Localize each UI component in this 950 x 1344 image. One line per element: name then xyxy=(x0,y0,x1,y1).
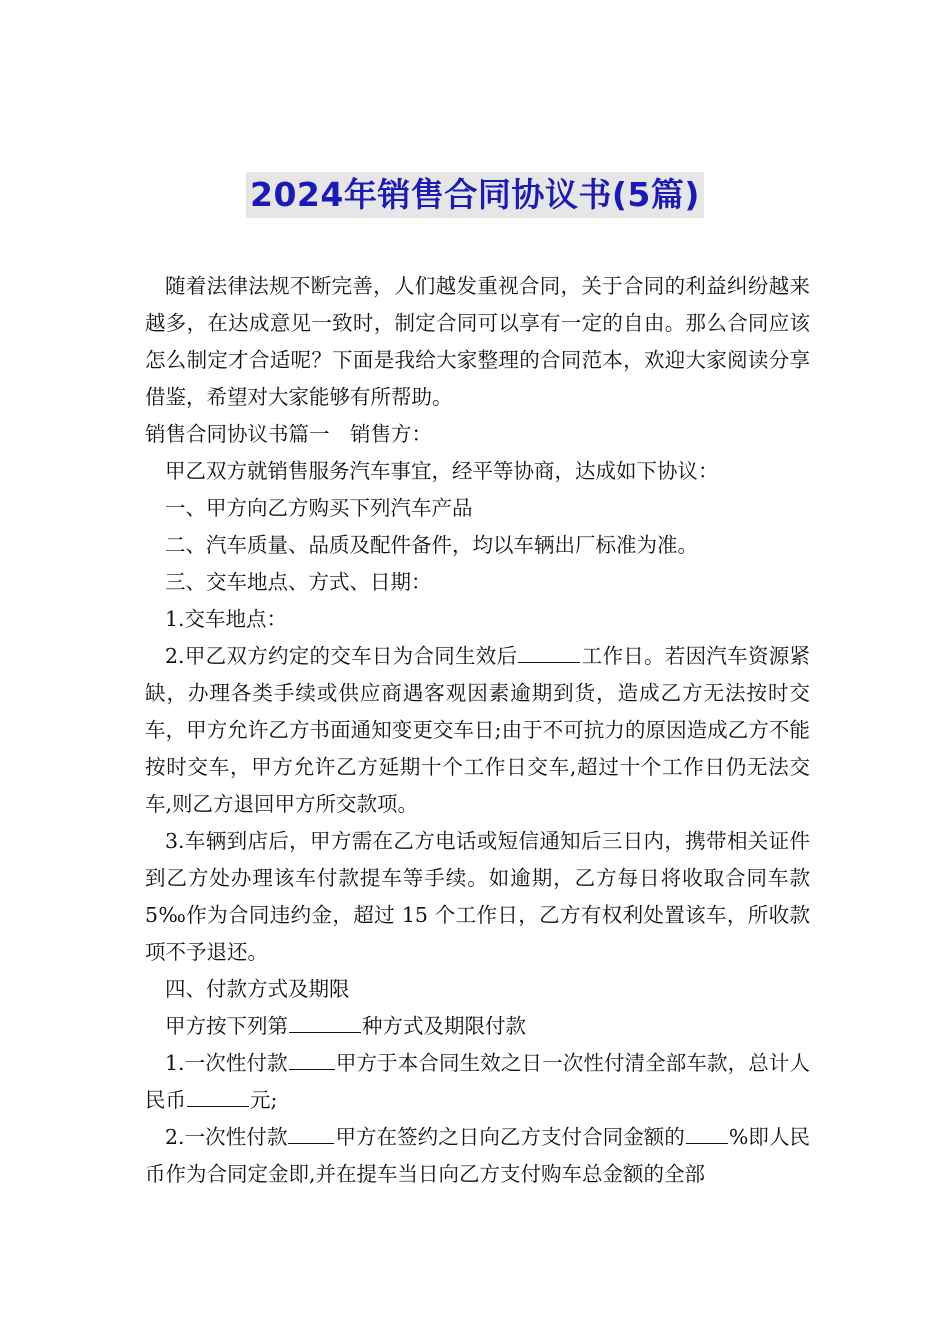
payment-method-text-b: 种方式及期限付款 xyxy=(362,1014,526,1038)
blank-line xyxy=(288,1142,334,1144)
delivery-date-text-b: 工作日。若因汽车资源紧缺，办理各类手续或供应商遇客观因素逾期到货，造成乙方无法按时交车，甲方允许乙方书面通知变更交车日;由于不可抗力的原因造成乙方不能按时交车，甲方允许乙方延期十个工作日交车,超过十个工作日仍无法交车,则乙方退回甲方所交款项。 xyxy=(145,644,811,816)
paragraph-clause-1: 一、甲方向乙方购买下列汽车产品 xyxy=(165,496,473,520)
paragraph-agreement: 甲乙双方就销售服务汽车事宜，经平等协商，达成如下协议： xyxy=(165,459,719,483)
paragraph-clause-3: 三、交车地点、方式、日期： xyxy=(165,570,432,594)
blank-line xyxy=(686,1142,728,1144)
title-container xyxy=(0,172,950,218)
option1-text-a: 1.一次性付款 xyxy=(165,1051,288,1075)
paragraph-pickup: 3.车辆到店后，甲方需在乙方电话或短信通知后三日内，携带相关证件到乙方处办理该车付款提车等手续。如逾期，乙方每日将收取合同车款 5‰作为合同违约金，超过 15 个工作日，乙方有权利处置该车，所收款项不予退还。 xyxy=(145,829,810,964)
blank-line xyxy=(289,1068,335,1070)
option1-text-b: 甲方于本合同生效之日一次性付清全部车款，总计人民币 xyxy=(145,1051,811,1112)
option2-text-a: 2.一次性付款 xyxy=(165,1125,288,1149)
blank-line xyxy=(518,661,580,663)
paragraph-payment-method xyxy=(145,1008,810,1045)
blank-line xyxy=(289,1031,361,1033)
option2-text-c: %即人民币作为合同定金即,并在提车当日向乙方支付购车总金额的全部 xyxy=(145,1125,810,1186)
delivery-date-text-a: 2.甲乙双方约定的交车日为合同生效后 xyxy=(165,644,518,668)
document-title: 2024年销售合同协议书(5篇) xyxy=(246,172,704,218)
document-body xyxy=(145,268,810,1193)
option1-text-c: 元; xyxy=(250,1088,278,1112)
paragraph-payment-option-1 xyxy=(145,1045,810,1119)
section-heading: 销售合同协议书篇一 销售方： xyxy=(145,422,432,446)
blank-line xyxy=(187,1105,249,1107)
payment-method-text-a: 甲方按下列第 xyxy=(165,1014,288,1038)
paragraph-delivery-place: 1.交车地点： xyxy=(165,607,288,631)
intro-paragraph: 随着法律法规不断完善，人们越发重视合同，关于合同的利益纠纷越来越多，在达成意见一致时，制定合同可以享有一定的自由。那么合同应该怎么制定才合适呢？下面是我给大家整理的合同范本，欢迎大家阅读分享借鉴，希望对大家能够有所帮助。 xyxy=(145,274,810,409)
paragraph-payment-option-2 xyxy=(145,1119,810,1193)
paragraph-delivery-date xyxy=(145,638,810,823)
paragraph-clause-2: 二、汽车质量、品质及配件备件，均以车辆出厂标准为准。 xyxy=(165,533,698,557)
paragraph-clause-4: 四、付款方式及期限 xyxy=(165,977,350,1001)
option2-text-b: 甲方在签约之日向乙方支付合同金额的 xyxy=(335,1125,685,1149)
